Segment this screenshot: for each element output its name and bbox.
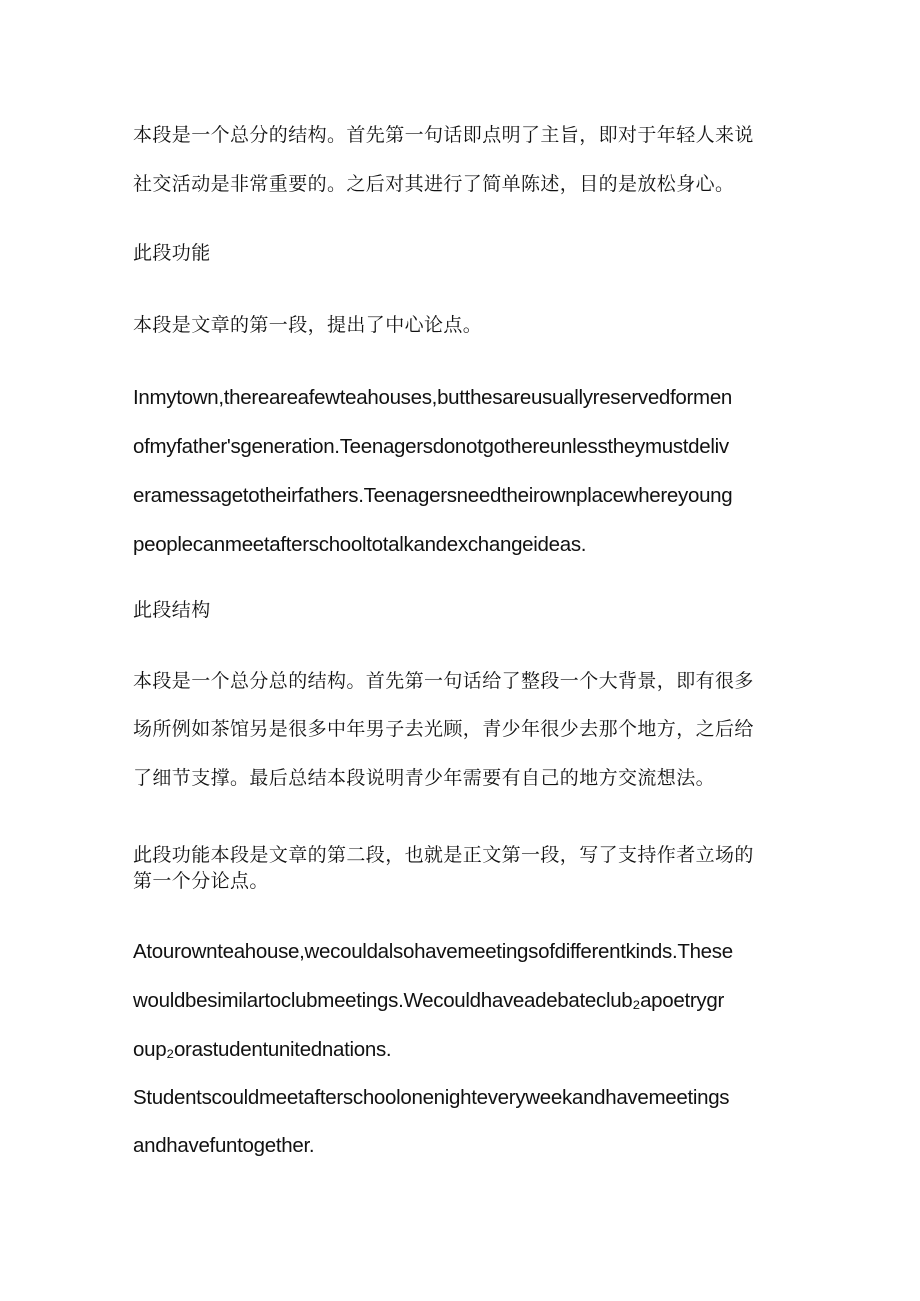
paragraph-line: 第一个分论点。 <box>133 870 269 892</box>
paragraph-line: 本段是文章的第一段，提出了中心论点。 <box>133 314 483 336</box>
paragraph-line: ofmyfather'sgeneration.Teenagersdonotgothereunlesstheymustdeliv <box>133 435 729 458</box>
paragraph-line: Atourownteahouse,wecouldalsohavemeetingsofdifferentkinds.These <box>133 940 733 963</box>
paragraph-line: wouldbesimilartoclubmeetings.Wecouldhaveadebateclub₂apoetrygr <box>133 989 724 1012</box>
paragraph-line: 本段是一个总分总的结构。首先第一句话给了整段一个大背景，即有很多 <box>133 670 754 692</box>
paragraph-line: eramessagetotheirfathers.Teenagersneedtheirownplacewhereyoung <box>133 484 733 507</box>
paragraph-line: andhavefuntogether. <box>133 1134 315 1157</box>
paragraph-line: oup₂orastudentunitednations. <box>133 1038 392 1061</box>
paragraph-line: 了细节支撑。最后总结本段说明青少年需要有自己的地方交流想法。 <box>133 767 716 789</box>
section-heading: 此段结构 <box>133 599 211 621</box>
paragraph-line: 本段是一个总分的结构。首先第一句话即点明了主旨，即对于年轻人来说 <box>133 124 754 146</box>
paragraph-line: peoplecanmeetafterschooltotalkandexchangeideas. <box>133 533 587 556</box>
paragraph-line: Inmytown,thereareafewteahouses,butthesareusuallyreservedformen <box>133 386 733 409</box>
paragraph-line: 社交活动是非常重要的。之后对其进行了简单陈述，目的是放松身心。 <box>133 173 735 195</box>
paragraph-line: 此段功能本段是文章的第二段，也就是正文第一段，写了支持作者立场的 <box>133 844 754 866</box>
section-heading: 此段功能 <box>133 242 211 264</box>
paragraph-line: Studentscouldmeetafterschoolonenighteveryweekandhavemeetings <box>133 1086 730 1109</box>
paragraph-line: 场所例如茶馆另是很多中年男子去光顾，青少年很少去那个地方，之后给 <box>133 718 754 740</box>
